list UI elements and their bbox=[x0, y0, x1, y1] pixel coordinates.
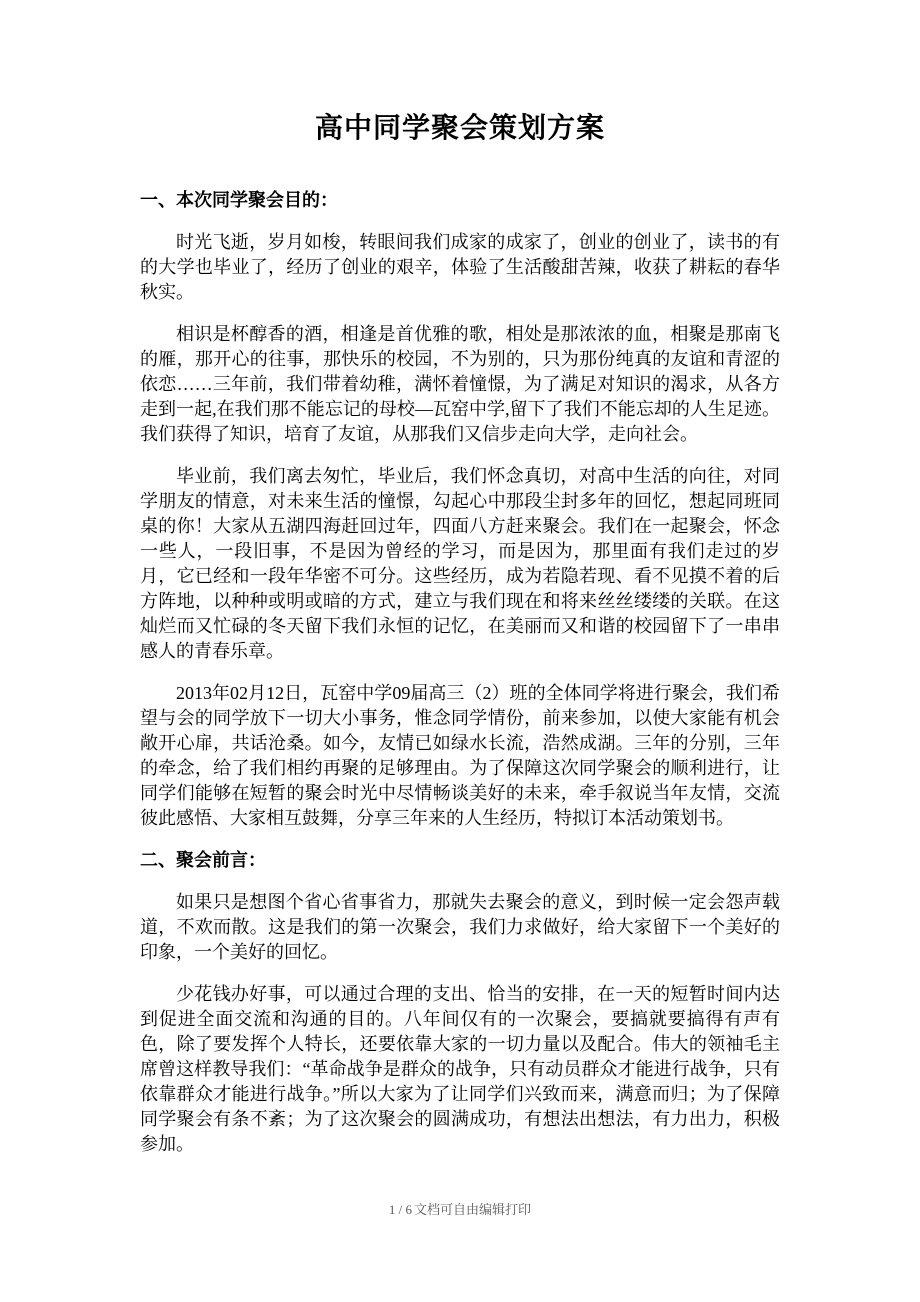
page-number: 1 / 6 bbox=[388, 1202, 413, 1217]
section-purpose-heading: 一、本次同学聚会目的： bbox=[140, 190, 338, 210]
section-purpose bbox=[140, 188, 780, 831]
page-footer bbox=[0, 1202, 920, 1218]
section-foreword bbox=[140, 848, 780, 1157]
document-title: 高中同学聚会策划方案 bbox=[314, 113, 605, 144]
section-foreword-heading: 二、聚会前言： bbox=[140, 850, 266, 870]
paragraph-foreword-1: 如果只是想图个省心省事省力，那就失去聚会的意义，到时候一定会怨声载道，不欢而散。这是我们的第一次聚会，我们力求做好，给大家留下一个美好的印象，一个美好的回忆。 bbox=[140, 892, 780, 962]
paragraph-purpose-4: 2013年02月12日，瓦窑中学09届高三（2）班的全体同学将进行聚会，我们希望与会的同学放下一切大小事务，惟念同学情份，前来参加，以使大家能有机会敞开心扉，共话沧桑。如今，友情已如绿水长流，浩然成湖。三年的分别，三年的牵念，给了我们相约再聚的足够理由。为了保障这次同学聚会的顺利进行，让同学们能够在短暂的聚会时光中尽情畅谈美好的未来，牵手叙说当年友情，交流彼此感悟、大家相互鼓舞，分享三年来的人生经历，特拟订本活动策划书。 bbox=[140, 683, 780, 828]
paragraph-purpose-3: 毕业前，我们离去匆忙，毕业后，我们怀念真切，对高中生活的向往，对同学朋友的情意，对未来生活的憧憬，勾起心中那段尘封多年的回忆，想起同班同桌的你！大家从五湖四海赶回过年，四面八方赶来聚会。我们在一起聚会，怀念一些人，一段旧事，不是因为曾经的学习，而是因为，那里面有我们走过的岁月，它已经和一段年华密不可分。这些经历，成为若隐若现、看不见摸不着的后方阵地，以种种或明或暗的方式，建立与我们现在和将来丝丝缕缕的关联。在这灿烂而又忙碌的冬天留下我们永恒的记忆，在美丽而又和谐的校园留下了一串串感人的青春乐章。 bbox=[140, 466, 780, 661]
paragraph-purpose-1: 时光飞逝，岁月如梭，转眼间我们成家的成家了，创业的创业了，读书的有的大学也毕业了，经历了创业的艰辛，体验了生活酸甜苦辣，收获了耕耘的春华秋实。 bbox=[140, 232, 780, 302]
paragraph-purpose-2: 相识是杯醇香的酒，相逢是首优雅的歌，相处是那浓浓的血，相聚是那南飞的雁，那开心的往事，那快乐的校园，不为别的，只为那份纯真的友谊和青涩的依恋……三年前，我们带着幼稚，满怀着憧憬，为了满足对知识的渴求，从各方走到一起,在我们那不能忘记的母校—瓦窑中学,留下了我们不能忘却的人生足迹。我们获得了知识，培育了友谊，从那我们又信步走向大学，走向社会。 bbox=[140, 324, 780, 444]
footer-note: 文档可自由编辑打印 bbox=[414, 1202, 532, 1217]
paragraph-foreword-2: 少花钱办好事，可以通过合理的支出、恰当的安排，在一天的短暂时间内达到促进全面交流和沟通的目的。八年间仅有的一次聚会，要搞就要搞得有声有色，除了要发挥个人特长，还要依靠大家的一切力量以及配合。伟大的领袖毛主席曾这样教导我们：“革命战争是群众的战争，只有动员群众才能进行战争，只有依靠群众才能进行战争。”所以大家为了让同学们兴致而来，满意而归；为了保障同学聚会有条不紊；为了这次聚会的圆满成功，有想法出想法，有力出力，积极参加。 bbox=[140, 984, 780, 1154]
